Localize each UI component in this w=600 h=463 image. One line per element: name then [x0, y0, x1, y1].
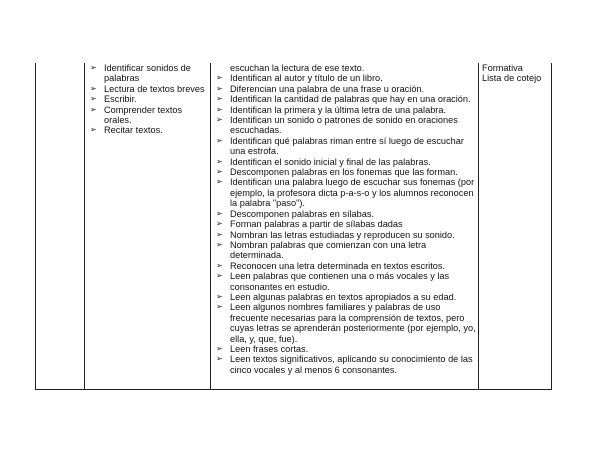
arrow-bullet-icon: ➢	[90, 63, 97, 72]
activity-item: ➢ Descomponen palabras en sílabas.	[216, 208, 375, 219]
arrow-bullet-icon: ➢	[216, 73, 223, 83]
activity-item: ➢ Leen textos significativos, aplicando su conocimiento de las cinco vocales y al menos 6 consonantes.	[216, 354, 473, 375]
arrow-bullet-icon: ➢	[216, 135, 223, 145]
arrow-bullet-icon: ➢	[90, 125, 97, 135]
arrow-bullet-icon: ➢	[216, 260, 223, 270]
arrow-bullet-icon: ➢	[216, 239, 223, 249]
arrow-bullet-icon: ➢	[216, 167, 223, 177]
activity-item: ➢ Identifican la primera y la última letra de una palabra.	[216, 104, 447, 115]
arrow-bullet-icon: ➢	[216, 219, 223, 229]
evaluation-instrument: Lista de cotejo	[482, 73, 542, 84]
activity-item: ➢ Leen algunas palabras en textos apropiados a su edad.	[216, 291, 457, 302]
arrow-bullet-icon: ➢	[216, 271, 223, 281]
table-column-divider-2	[210, 63, 211, 389]
evaluation-cell	[482, 63, 550, 84]
arrow-bullet-icon: ➢	[216, 302, 223, 312]
skill-item: ➢ Lectura de textos breves	[90, 83, 205, 94]
activity-item: ➢ Identifican una palabra luego de escuchar sus fonemas (por ejemplo, la profesora dicta p-a-s-o y los alumnos reconocen la palabra "paso").	[216, 177, 475, 209]
activity-item: ➢ Nombran palabras que comienzan con una letra determinada.	[216, 239, 427, 261]
table-row-bottom-border	[35, 389, 552, 390]
skills-list	[88, 63, 208, 136]
activity-item: ➢ Leen palabras que contienen una o más vocales y las consonantes en estudio.	[216, 271, 450, 292]
arrow-bullet-icon: ➢	[216, 208, 223, 218]
activity-item: ➢ Diferencian una palabra de una frase u oración.	[216, 83, 425, 94]
arrow-bullet-icon: ➢	[216, 291, 223, 301]
arrow-bullet-icon: ➢	[216, 115, 223, 125]
skill-item: ➢ Identificar sonidos de palabras	[90, 63, 191, 84]
arrow-bullet-icon: ➢	[90, 94, 97, 104]
activity-item: ➢ Identifican el sonido inicial y final de las palabras.	[216, 156, 431, 167]
arrow-bullet-icon: ➢	[90, 104, 97, 114]
arrow-bullet-icon: ➢	[216, 104, 223, 114]
arrow-bullet-icon: ➢	[216, 156, 223, 166]
skill-item: ➢ Recitar textos.	[90, 125, 163, 136]
skill-item: ➢ Comprender textos orales.	[90, 104, 183, 126]
activity-item: ➢ Forman palabras a partir de sílabas dadas	[216, 219, 403, 230]
activity-item: ➢ Identifican al autor y título de un libro.	[216, 73, 383, 84]
activity-item: ➢ Nombran las letras estudiadas y reproducen su sonido.	[216, 229, 455, 240]
table-border-left	[35, 63, 36, 389]
activity-item: ➢ Leen algunos nombres familiares y palabras de uso frecuente necesarias para la comprensión de textos, pero cuyas letras se aprenderán posteriormente (por ejemplo, yo, ella, y, que, fue).	[216, 302, 476, 344]
arrow-bullet-icon: ➢	[216, 83, 223, 93]
evaluation-type: Formativa	[482, 63, 523, 73]
table-column-divider-1	[84, 63, 85, 389]
arrow-bullet-icon: ➢	[90, 83, 97, 93]
activity-item: ➢ Leen frases cortas.	[216, 343, 309, 354]
arrow-bullet-icon: ➢	[216, 94, 223, 104]
table-column-divider-3	[478, 63, 479, 389]
arrow-bullet-icon: ➢	[216, 177, 223, 187]
arrow-bullet-icon: ➢	[216, 343, 223, 353]
activity-item: ➢ Identifican la cantidad de palabras que hay en una oración.	[216, 94, 471, 105]
arrow-bullet-icon: ➢	[216, 229, 223, 239]
table-border-right	[551, 63, 552, 389]
activity-item: ➢ Identifican un sonido o patrones de sonido en oraciones escuchadas.	[216, 115, 458, 136]
activity-item: ➢ Identifican qué palabras riman entre sí luego de escuchar una estrofa.	[216, 135, 464, 157]
activity-intro: escuchan la lectura de ese texto.	[230, 63, 365, 73]
arrow-bullet-icon: ➢	[216, 354, 223, 364]
activity-item: ➢ Reconocen una letra determinada en textos escritos.	[216, 260, 446, 271]
activity-item: ➢ Descomponen palabras en los fonemas que las forman.	[216, 167, 458, 178]
activities-list	[214, 63, 476, 375]
skill-item: ➢ Escribir.	[90, 94, 137, 105]
